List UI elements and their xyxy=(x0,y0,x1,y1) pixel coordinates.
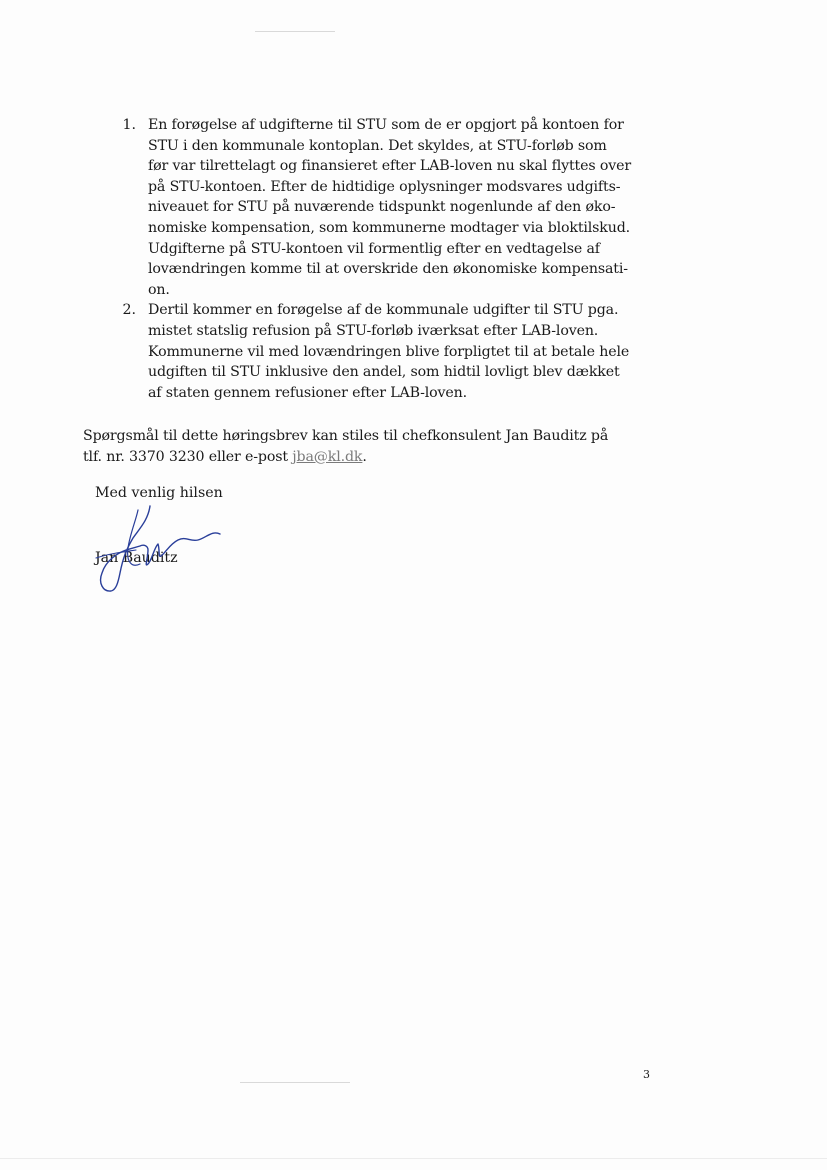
text-line: STU i den kommunale kontoplan. Det skyldes, at STU-forløb som xyxy=(148,137,607,154)
list-item-text xyxy=(148,115,631,300)
list-item-number: 2. xyxy=(122,302,136,319)
signature-stroke xyxy=(101,506,220,591)
text-line: lovændringen komme til at overskride den økonomiske kompensati- xyxy=(148,261,628,278)
text-line: En forøgelse af udgifterne til STU som de er opgjort på kontoen for xyxy=(148,117,624,133)
text-line: niveauet for STU på nuværende tidspunkt nogenlunde af den øko- xyxy=(148,199,616,216)
handwritten-signature xyxy=(78,498,228,598)
signature-stroke xyxy=(96,550,136,558)
contact-line: Spørgsmål til dette høringsbrev kan stiles til chefkonsulent Jan Bauditz på xyxy=(83,428,609,444)
email-link[interactable]: jba@kl.dk xyxy=(292,448,363,465)
text-line: Udgifterne på STU-kontoen vil formentlig efter en vedtagelse af xyxy=(148,240,600,257)
list-item xyxy=(112,300,630,403)
text-line: før var tilrettelagt og finansieret efter LAB-loven nu skal flyttes over xyxy=(148,158,631,175)
page-number: 3 xyxy=(643,1068,650,1081)
text-line: Dertil kommer en forøgelse af de kommunale udgifter til STU pga. xyxy=(148,302,619,319)
text-line: af staten gennem refusioner efter LAB-loven. xyxy=(148,384,467,401)
text-line: nomiske kompensation, som kommunerne modtager via bloktilskud. xyxy=(148,219,631,236)
contact-punctuation: . xyxy=(362,448,367,465)
list-item xyxy=(112,115,631,300)
text-line: on. xyxy=(148,281,170,298)
numbered-list xyxy=(112,115,631,403)
text-line: Kommunerne vil med lovændringen blive forpligtet til at betale hele xyxy=(148,343,630,360)
scan-artifact-line xyxy=(255,31,335,32)
list-item-text xyxy=(148,300,630,403)
signer-name: Jan Bauditz xyxy=(95,550,178,566)
contact-line xyxy=(83,447,623,468)
text-line: mistet statslig refusion på STU-forløb iværksat efter LAB-loven. xyxy=(148,322,599,339)
closing-greeting: Med venlig hilsen xyxy=(95,485,223,501)
text-line: på STU-kontoen. Efter de hidtidige oplysninger modsvares udgifts- xyxy=(148,178,621,195)
contact-phone-text: tlf. nr. 3370 3230 eller e-post xyxy=(83,448,293,465)
scan-artifact-line xyxy=(240,1082,350,1083)
list-item-number: 1. xyxy=(122,117,136,133)
text-line: udgiften til STU inklusive den andel, som hidtil lovligt blev dækket xyxy=(148,364,620,381)
scan-artifact-line xyxy=(0,1158,827,1159)
contact-paragraph xyxy=(83,426,623,467)
